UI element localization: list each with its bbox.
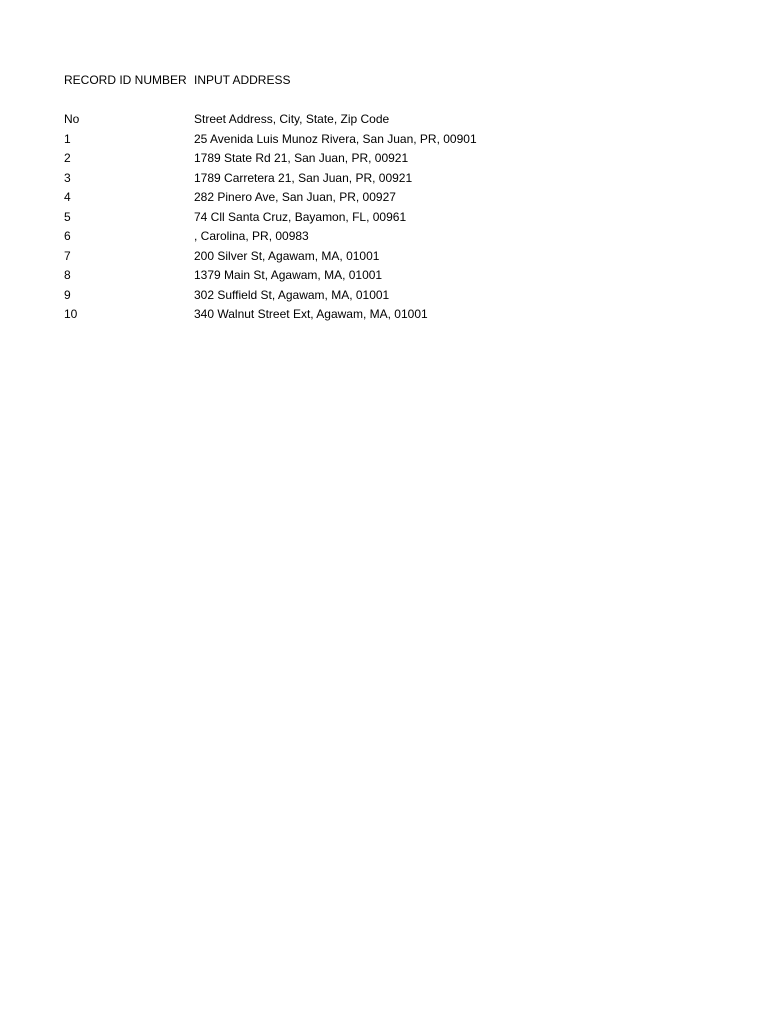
address-cell: 340 Walnut Street Ext, Agawam, MA, 01001: [194, 307, 428, 321]
record-id-header: RECORD ID NUMBER: [64, 73, 187, 87]
table-row: [64, 247, 477, 267]
table-row: [64, 149, 477, 169]
record-number-cell: 8: [64, 268, 71, 282]
record-number-cell: 4: [64, 190, 71, 204]
no-column-label: No: [64, 112, 80, 126]
address-cell: 25 Avenida Luis Munoz Rivera, San Juan, PR, 00901: [194, 131, 477, 146]
address-cell: 200 Silver St, Agawam, MA, 01001: [194, 248, 380, 263]
address-cell: 302 Suffield St, Agawam, MA, 01001: [194, 287, 390, 302]
table-row: [64, 286, 477, 306]
subheader-row: [64, 110, 477, 130]
header-row: [64, 71, 477, 91]
record-number-cell: 9: [64, 287, 71, 302]
record-number-cell: 2: [64, 151, 71, 165]
address-cell: 1789 State Rd 21, San Juan, PR, 00921: [194, 151, 409, 165]
table-row: [64, 188, 477, 208]
table-row: [64, 130, 477, 150]
table-row: [64, 266, 477, 286]
address-cell: , Carolina, PR, 00983: [194, 229, 309, 243]
table-row: [64, 208, 477, 228]
blank-row: [64, 91, 477, 111]
input-address-header: INPUT ADDRESS: [194, 73, 291, 87]
address-cell: 282 Pinero Ave, San Juan, PR, 00927: [194, 190, 396, 204]
table-row: [64, 169, 477, 189]
address-column-label: Street Address, City, State, Zip Code: [194, 112, 390, 126]
address-cell: 1789 Carretera 21, San Juan, PR, 00921: [194, 170, 413, 185]
record-number-cell: 10: [64, 307, 78, 321]
address-sheet: [64, 71, 477, 325]
address-cell: 74 Cll Santa Cruz, Bayamon, FL, 00961: [194, 209, 407, 224]
address-list: [64, 130, 477, 325]
table-row: [64, 305, 477, 325]
table-row: [64, 227, 477, 247]
record-number-cell: 7: [64, 248, 71, 263]
address-cell: 1379 Main St, Agawam, MA, 01001: [194, 268, 383, 282]
record-number-cell: 3: [64, 170, 71, 185]
record-number-cell: 1: [64, 131, 71, 146]
record-number-cell: 5: [64, 209, 71, 224]
record-number-cell: 6: [64, 229, 71, 243]
